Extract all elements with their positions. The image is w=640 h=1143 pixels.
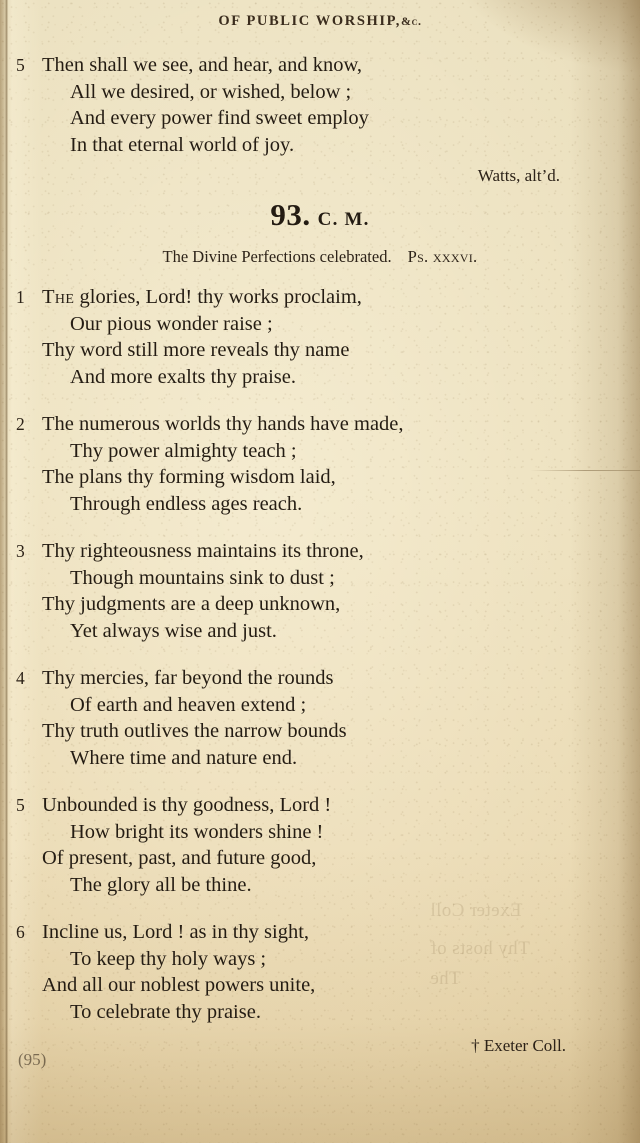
verse-line: [14, 538, 600, 565]
stanza-number: 6: [16, 922, 25, 942]
verse-line-text: To keep thy holy ways ;: [70, 947, 267, 970]
verse-line: [14, 438, 600, 465]
verse-line-text: Yet always wise and just.: [70, 619, 277, 642]
stanza: [14, 665, 600, 771]
hymn-number: 93.: [270, 197, 311, 232]
verse-line-text: Our pious wonder raise ;: [70, 312, 273, 335]
verse-line-text: Though mountains sink to dust ;: [70, 566, 335, 589]
hymn-attribution: † Exeter Coll.: [471, 1036, 566, 1055]
verse-line: [14, 337, 600, 364]
verse-line-text: Through endless ages reach.: [70, 492, 303, 515]
verse-line: [14, 105, 600, 132]
verse-line-text: Thy judgments are a deep unknown,: [42, 593, 341, 616]
verse-line-text: Where time and nature end.: [70, 746, 298, 769]
hymn-subtitle: The Divine Perfections celebrated.: [162, 247, 392, 266]
verse-line-text: Of present, past, and future good,: [42, 847, 317, 870]
stanza: [14, 792, 600, 898]
stanza: [14, 411, 600, 517]
verse-line-text: All we desired, or wished, below ;: [70, 80, 352, 103]
verse-line: [14, 464, 600, 491]
stanza-number: 4: [16, 668, 25, 688]
verse-line: [14, 591, 600, 618]
verse-line: [14, 618, 600, 645]
previous-hymn-stanza: [14, 52, 600, 158]
verse-line: [14, 411, 600, 438]
stanza: [14, 284, 600, 390]
verse-line: [14, 845, 600, 872]
small-caps-opening-word: The: [42, 286, 75, 308]
verse-line-text: Thy righteousness maintains its throne,: [42, 540, 364, 562]
verse-line-text: How bright its wonders shine !: [70, 820, 324, 843]
stanza: [14, 538, 600, 644]
stanza-number: 2: [16, 414, 25, 434]
verse-line: [14, 311, 600, 338]
verse-line-text: And all our noblest powers unite,: [42, 974, 316, 997]
verse-line: [14, 692, 600, 719]
verse-line-text: To celebrate thy praise.: [70, 1000, 261, 1023]
hymn-heading: [0, 197, 640, 233]
running-head: [0, 13, 640, 30]
verse-line: [14, 946, 600, 973]
verse-line: [14, 718, 600, 745]
stanza-number: 5: [16, 795, 25, 815]
verse-line-text: Then shall we see, and hear, and know,: [42, 54, 363, 76]
running-head-text: OF PUBLIC WORSHIP,: [218, 13, 401, 29]
running-head-suffix: &c.: [400, 14, 422, 28]
verse-line-text: The plans thy forming wisdom laid,: [42, 466, 336, 489]
showthrough-ghost-text: The: [430, 968, 461, 989]
showthrough-ghost-text: Thy hosts of: [430, 938, 530, 959]
showthrough-ghost-text: Exeter Coll: [430, 900, 522, 921]
verse-line: [14, 364, 600, 391]
verse-line: [14, 52, 600, 79]
verse-line: [14, 972, 600, 999]
stanza-number: 5: [16, 55, 25, 75]
page-number: (95): [18, 1050, 47, 1069]
verse-line: [14, 919, 600, 946]
previous-hymn-attribution: Watts, alt’d.: [477, 166, 560, 185]
hymn-subtitle-line: [0, 247, 640, 267]
verse-line-text: Incline us, Lord ! as in thy sight,: [42, 921, 310, 943]
verse-line: [14, 79, 600, 106]
hymn-meter: C. M.: [317, 209, 370, 230]
verse-line: [14, 999, 600, 1026]
hymn-scripture-reference: Ps. xxxvi.: [407, 247, 478, 266]
verse-line-text: And more exalts thy praise.: [70, 365, 297, 388]
verse-line: [14, 284, 600, 311]
verse-line-text: Thy mercies, far beyond the rounds: [42, 667, 334, 689]
verse-line: [14, 872, 600, 899]
verse-line-text: The numerous worlds thy hands have made,: [42, 413, 404, 435]
verse-line-text: The glories, Lord! thy works proclaim,: [42, 286, 362, 308]
verse-line: [14, 491, 600, 518]
verse-line-text: Of earth and heaven extend ;: [70, 693, 307, 716]
verse-line: [14, 665, 600, 692]
verse-line-text: In that eternal world of joy.: [70, 133, 295, 156]
verse-line: [14, 792, 600, 819]
verse-line: [14, 745, 600, 772]
verse-line-text: The glory all be thine.: [70, 873, 252, 896]
stanza: [14, 919, 600, 1025]
verse-line: [14, 565, 600, 592]
stanza-number: 1: [16, 287, 25, 307]
stanza-number: 3: [16, 541, 25, 561]
verse-line-text: And every power find sweet employ: [70, 107, 369, 130]
verse-line-text: Unbounded is thy goodness, Lord !: [42, 794, 332, 816]
verse-line: [14, 819, 600, 846]
verse-line-text: Thy word still more reveals thy name: [42, 339, 350, 362]
verse-line-text: Thy power almighty teach ;: [70, 439, 297, 462]
verse-line: [14, 132, 600, 159]
verse-line-text: Thy truth outlives the narrow bounds: [42, 720, 347, 743]
